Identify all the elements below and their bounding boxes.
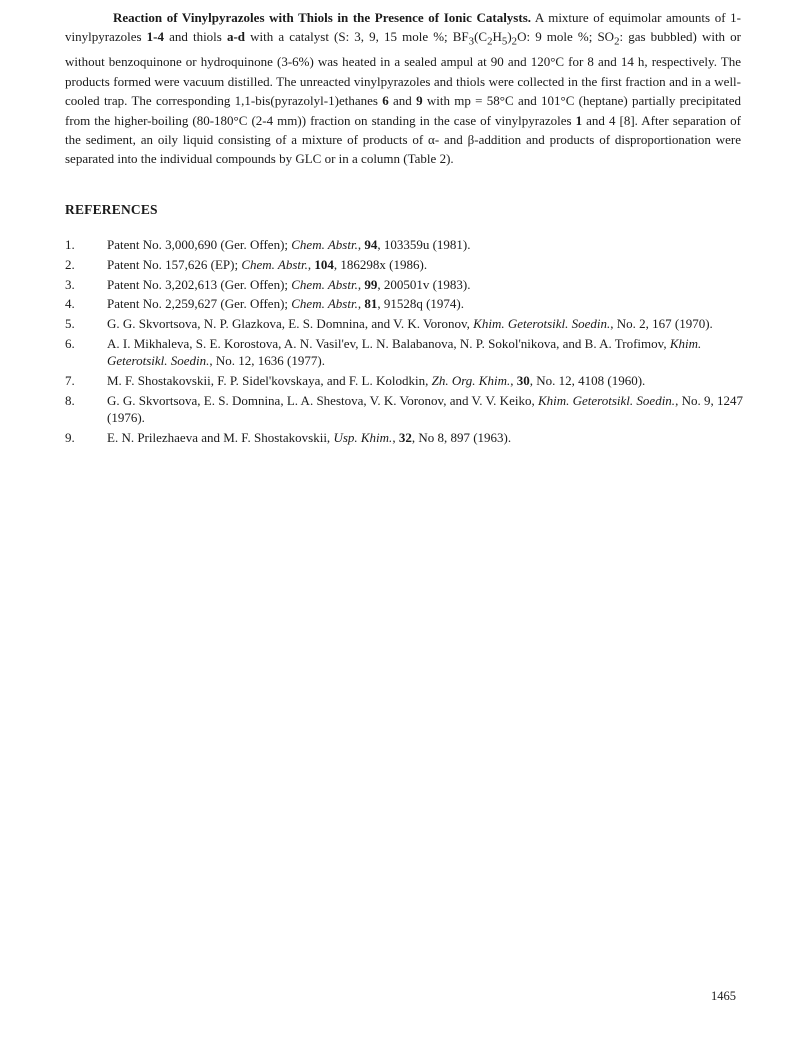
reference-item [65,392,745,426]
reference-item [65,236,745,253]
reference-item [65,295,745,312]
reference-journal: Khim. Geterotsikl. Soedin. [107,335,702,369]
reference-text [107,236,745,253]
reference-number: 3. [65,276,75,292]
reference-text [107,335,745,369]
reference-journal: Chem. Abstr. [291,237,358,252]
reference-number: 9. [65,429,75,445]
reference-authors: Patent No. 3,000,690 (Ger. Offen); [107,237,292,252]
reference-journal: Usp. Khim. [333,429,393,445]
reference-pages: , 103359u (1981). [377,237,471,252]
reference-item [65,372,745,389]
reference-number: 2. [65,256,75,272]
reference-pages: , 200501v (1983). [377,276,471,292]
reference-details: , [357,237,365,252]
reference-authors: Patent No. 157,626 (EP); [107,256,242,272]
reference-volume: 104 [314,256,334,272]
reference-details: , [357,276,365,292]
reference-item [65,276,745,293]
reference-volume: 99 [364,276,378,292]
reference-journal: Chem. Abstr. [291,276,358,292]
text-run: ) [507,29,512,45]
reference-details: , No. 12, 1636 (1977). [209,353,325,369]
compound-label: a-d [226,29,246,45]
reference-authors: Patent No. 2,259,627 (Ger. Offen); [107,296,292,312]
subscript: 2 [614,36,620,48]
subscript: 2 [487,36,493,48]
reference-item [65,335,745,369]
reference-journal: Chem. Abstr. [241,256,308,272]
reference-text [107,256,745,273]
reference-pages: , 91528q (1974). [377,296,465,312]
reference-number: 8. [65,392,75,408]
reference-authors: E. N. Prilezhaeva and M. F. Shostakovskii, [107,429,334,445]
references-list [65,236,745,449]
reference-authors: Patent No. 3,202,613 (Ger. Offen); [107,276,292,292]
text-run: with a catalyst (S: 3, 9, 15 mole %; BF [245,29,469,45]
reference-item [65,256,745,273]
reference-volume: 30 [516,372,530,388]
reference-volume: 94 [364,237,378,252]
text-run: A mixture of equimolar amounts of 1-vinylpyrazoles [65,10,741,45]
compound-label: 1 [575,112,583,128]
text-run: with mp = 58°C and 101°C (heptane) partially precipitated from the higher-boiling (80-180°C (2-4 mm)) fraction on standing in the case of vinylpyrazoles [65,93,741,128]
reference-text [107,429,745,446]
reference-item [65,429,745,446]
text-run: and 4 [8]. After separation of the sediment, an oily liquid consisting of a mixture of products of α- and β-addition and products of disproportionation were separated into the individual compounds by GLC or in a column (Table 2). [65,112,741,167]
reference-details: , [510,372,517,388]
reference-text [107,295,745,312]
reference-authors: G. G. Skvortsova, E. S. Domnina, L. A. Shestova, V. K. Voronov, and V. V. Keiko, [107,392,538,408]
reference-pages: , No. 12, 4108 (1960). [529,372,646,388]
text-run: O: 9 mole %; SO [517,29,615,45]
reference-details: , [392,429,399,445]
reference-text [107,372,745,389]
text-run: (C [474,29,488,45]
reference-text [107,276,745,293]
reference-authors: G. G. Skvortsova, N. P. Glazkova, E. S. Domnina, and V. K. Voronov, [107,316,474,332]
references-heading: REFERENCES [65,202,158,217]
reference-authors: A. I. Mikhaleva, S. E. Korostova, A. N. Vasil'ev, L. N. Balabanova, N. P. Sokol'nikova, and B. A. Trofimov, [107,335,670,351]
reference-journal: Chem. Abstr. [291,296,358,312]
reference-pages: , 186298x (1986). [333,256,428,272]
compound-label: 1-4 [146,29,164,45]
text-run: and [388,93,417,109]
subscript: 2 [511,36,518,48]
reference-number: 1. [65,237,75,252]
reference-pages: , No 8, 897 (1963). [411,429,512,445]
reference-journal: Zh. Org. Khim. [431,372,511,388]
reference-item [65,315,745,332]
reference-number: 5. [65,316,75,332]
text-run: and thiols [163,29,227,45]
reference-details: , No. 2, 167 (1970). [610,316,713,332]
text-run: : gas bubbled) with or without benzoquinone or hydroquinone (3-6%) was heated in a sealed ampul at 90 and 120°C for 8 and 14 h, respectively. The products formed were vacuum distilled. The unreacted vinylpyrazoles and thiols were collected in the first fraction and in a well-cooled trap. The corresponding 1,1-bis(pyrazolyl-1)ethanes [65,29,741,109]
compound-label: 9 [416,93,423,109]
reference-details: , [307,256,315,272]
subscript: 5 [501,36,508,48]
reference-text [107,392,745,426]
reference-number: 4. [65,296,75,312]
reference-text [107,315,745,332]
reference-number: 7. [65,372,75,388]
subscript: 3 [468,36,475,48]
reference-journal: Khim. Geterotsikl. Soedin. [473,316,611,332]
reference-number: 6. [65,335,75,351]
text-run: H [492,29,502,45]
compound-label: 6 [382,93,389,109]
reference-details: , [357,296,365,312]
page-number: 1465 [711,989,736,1003]
reference-details: , No. 9, 1247 (1976). [107,392,743,425]
paragraph-title: Reaction of Vinylpyrazoles with Thiols in the Presence of Ionic Catalysts. [113,10,532,25]
reference-volume: 32 [398,429,412,445]
reference-volume: 81 [364,296,378,312]
reference-authors: M. F. Shostakovskii, F. P. Sidel'kovskaya, and F. L. Kolodkin, [107,372,432,388]
reference-journal: Khim. Geterotsikl. Soedin. [537,392,676,408]
experimental-paragraph [65,8,741,169]
